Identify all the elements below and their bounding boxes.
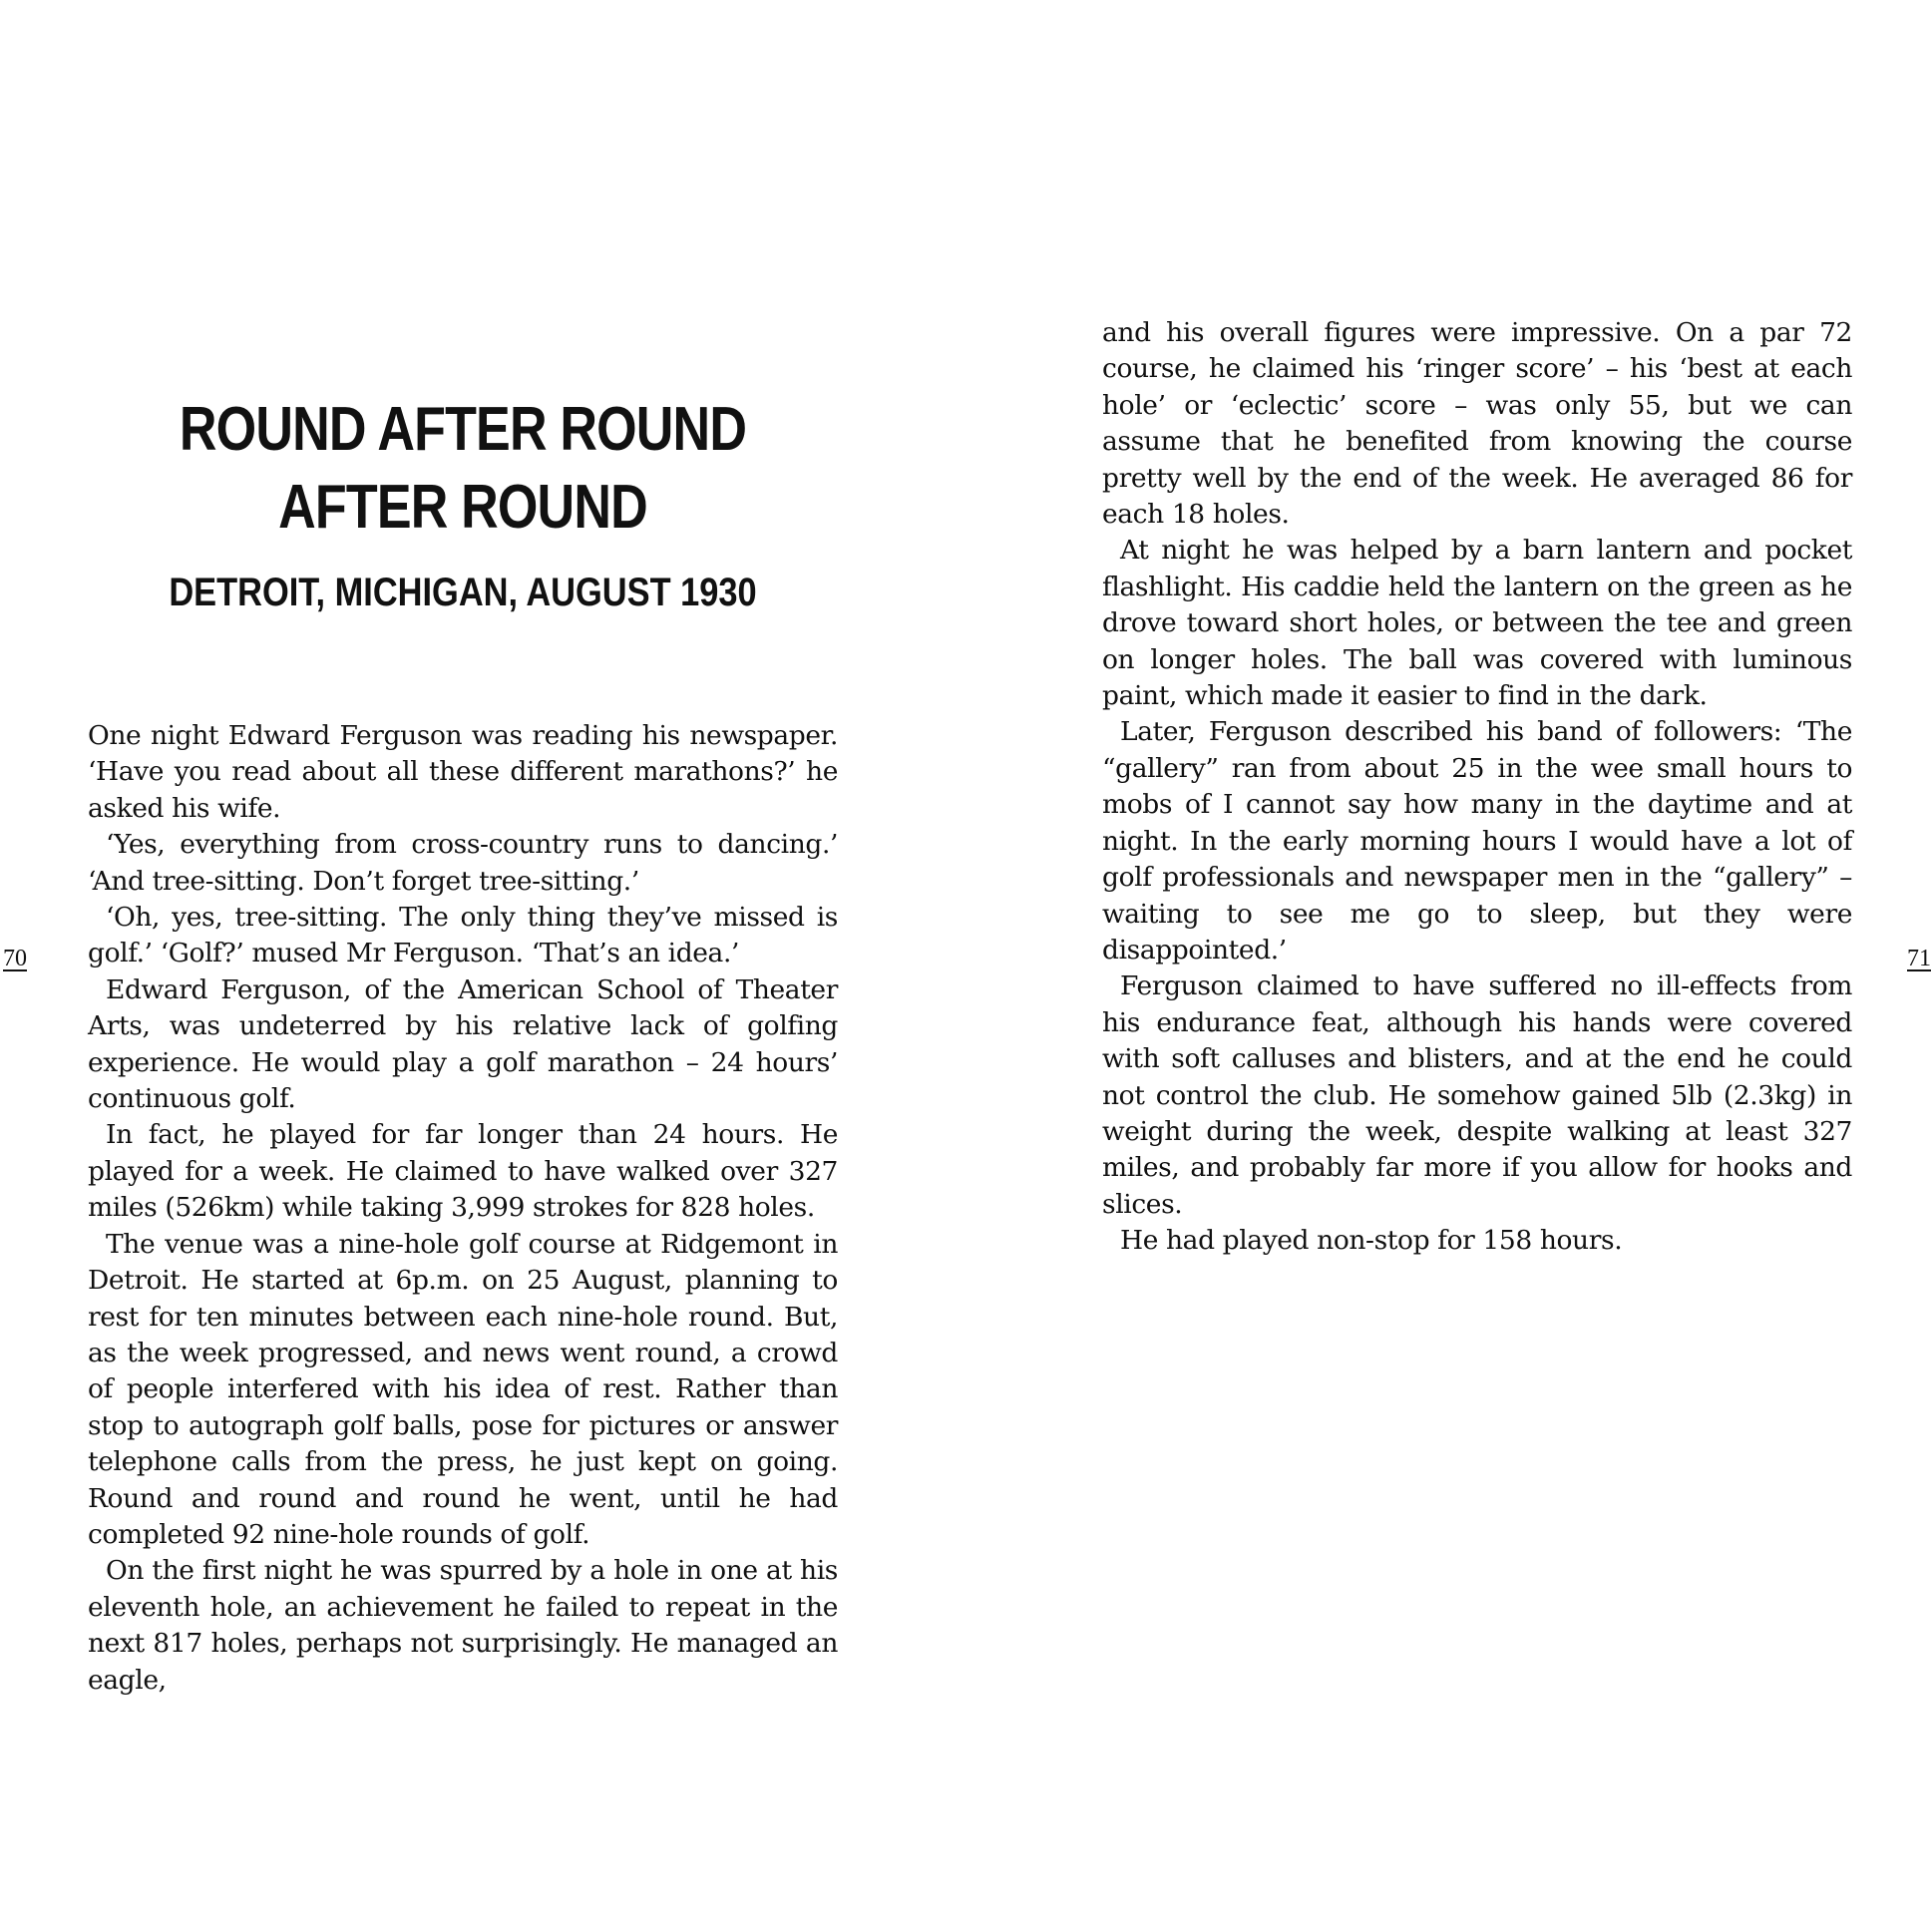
paragraph: At night he was helped by a barn lantern and pocket flashlight. His caddie held the lantern on the green as he drove toward short holes, or between the tee and green on longer holes. The ball was covered with luminous paint, which made it easier to find in the dark. — [1102, 535, 1852, 712]
chapter-title-line-1: ROUND AFTER ROUND — [179, 395, 747, 464]
paragraph: Edward Ferguson, of the American School of Theater Arts, was undeterred by his relative lack of golfing experience. He would play a golf marathon – 24 hours’ continuous golf. — [88, 973, 838, 1115]
paragraph: He had played non-stop for 158 hours. — [1120, 1225, 1623, 1257]
paragraph: The venue was a nine-hole golf course at Ridgemont in Detroit. He started at 6p.m. on 25 August, planning to rest for ten minutes between each nine-hole round. But, as the week progressed, and news went round, a crowd of people interfered with his idea of rest. Rather than stop to autograph golf balls, pose for pictures or answer telephone calls from the press, he just kept on going. Round and round and round he went, until he had completed 92 nine-hole rounds of golf. — [88, 1228, 838, 1550]
paragraph: In fact, he played for far longer than 24 hours. He played for a week. He claimed to have walked over 327 miles (526km) while taking 3,999 strokes for 828 holes. — [88, 1119, 838, 1224]
chapter-title-line-2: AFTER ROUND — [278, 473, 647, 542]
page-number-right: 71 — [1907, 946, 1931, 971]
paragraph: and his overall figures were impressive. On a par 72 course, he claimed his ‘ringer score’ – his ‘best at each hole’ or ‘eclectic’ score – was only 55, but we can assume that he benefited from knowing the course pretty well by the end of the week. He averaged 86 for each 18 holes. — [1102, 317, 1852, 531]
paragraph: ‘Yes, everything from cross-country runs to dancing.’ ‘And tree-sitting. Don’t forget tree-sitting.’ — [88, 829, 838, 897]
paragraph: On the first night he was spurred by a hole in one at his eleventh hole, an achievement he failed to repeat in the next 817 holes, perhaps not surprisingly. He managed an eagle, — [88, 1555, 838, 1696]
page-number-left: 70 — [3, 946, 27, 971]
left-page-body — [88, 718, 838, 1699]
chapter-title — [148, 391, 778, 547]
paragraph: ‘Oh, yes, tree-sitting. The only thing they’ve missed is golf.’ ‘Golf?’ mused Mr Ferguson. ‘That’s an idea.’ — [88, 902, 838, 969]
paragraph: Ferguson claimed to have suffered no ill-effects from his endurance feat, although his hands were covered with soft calluses and blisters, and at the end he could not control the club. He somehow gained 5lb (2.3kg) in weight during the week, despite walking at least 327 miles, and probably far more if you allow for hooks and slices. — [1102, 970, 1852, 1220]
chapter-subtitle: DETROIT, MICHIGAN, AUGUST 1930 — [169, 571, 757, 614]
paragraph: One night Edward Ferguson was reading his newspaper. ‘Have you read about all these different marathons?’ he asked his wife. — [88, 720, 838, 824]
right-page-body — [1102, 315, 1852, 1260]
paragraph: Later, Ferguson described his band of followers: ‘The “gallery” ran from about 25 in the wee small hours to mobs of I cannot say how many in the daytime and at night. In the early morning hours I would have a lot of golf professionals and newspaper men in the “gallery” – waiting to see me go to sleep, but they were disappointed.’ — [1102, 716, 1852, 966]
